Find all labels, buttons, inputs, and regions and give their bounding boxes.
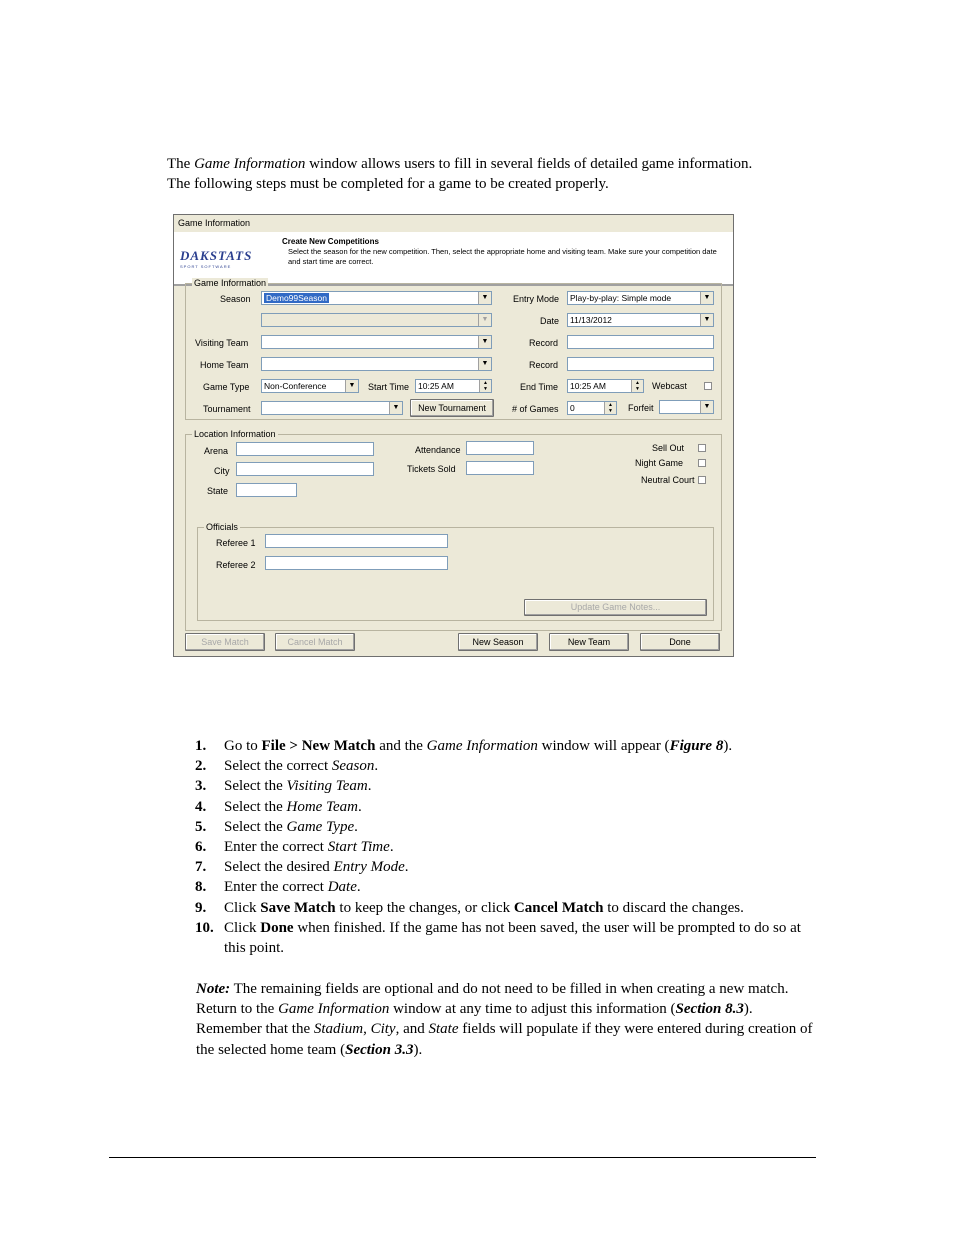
home-record-label: Record — [529, 360, 559, 370]
end-time-field[interactable]: 10:25 AM ▲ ▼ — [567, 379, 644, 393]
neutral-court-label: Neutral Court — [641, 475, 695, 485]
referee1-field[interactable] — [265, 534, 448, 548]
num-games-label: # of Games — [512, 404, 559, 414]
tournament-combo[interactable] — [261, 401, 403, 415]
forfeit-label: Forfeit — [628, 403, 654, 413]
home-team-label: Home Team — [200, 360, 249, 370]
forfeit-combo[interactable] — [659, 400, 714, 414]
step-item: 4. Select the Home Team. — [195, 798, 362, 815]
group-label: Officials — [206, 522, 238, 532]
season-subcombo — [261, 313, 492, 327]
referee2-label: Referee 2 — [216, 560, 256, 570]
spinner-icon[interactable]: ▲ ▼ — [631, 380, 643, 392]
chevron-down-icon[interactable]: ▼ — [389, 402, 402, 414]
webcast-label: Webcast — [652, 381, 687, 391]
new-team-button[interactable]: New Team — [549, 633, 629, 651]
spinner-icon[interactable]: ▲ ▼ — [604, 402, 616, 414]
visiting-record-label: Record — [529, 338, 559, 348]
chevron-down-icon: ▼ — [478, 314, 491, 326]
sell-out-checkbox[interactable] — [698, 444, 706, 452]
cancel-match-button[interactable]: Cancel Match — [275, 633, 355, 651]
spinner-icon[interactable]: ▲ ▼ — [479, 380, 491, 392]
step-item: 9. Click Save Match to keep the changes, or click Cancel Match to discard the changes. — [195, 899, 744, 916]
tickets-sold-field[interactable] — [466, 461, 534, 475]
state-field[interactable] — [236, 483, 297, 497]
save-match-button[interactable]: Save Match — [185, 633, 265, 651]
game-type-label: Game Type — [203, 382, 250, 392]
chevron-down-icon[interactable]: ▼ — [345, 380, 358, 392]
visiting-record-field[interactable] — [567, 335, 714, 349]
note-label: Note: — [196, 981, 231, 997]
city-field[interactable] — [236, 462, 374, 476]
start-time-field[interactable]: 10:25 AM ▲ ▼ — [415, 379, 492, 393]
city-label: City — [214, 466, 230, 476]
chevron-down-icon[interactable]: ▼ — [478, 358, 491, 370]
window-title: Game Information — [174, 215, 733, 233]
entry-mode-combo[interactable]: Play-by-play: Simple mode ▼ — [567, 291, 714, 305]
step-item: 3. Select the Visiting Team. — [195, 778, 372, 795]
attendance-label: Attendance — [415, 445, 461, 455]
dakstats-logo — [180, 246, 272, 272]
step-item: 7. Select the desired Entry Mode. — [195, 859, 409, 876]
neutral-court-checkbox[interactable] — [698, 476, 706, 484]
night-game-label: Night Game — [635, 458, 684, 468]
note-paragraph: Note: The remaining fields are optional and do not need to be filled in when creating a new match. Return to the Game Information window at any time to adjust this information (Section 8.3). Remember that the Stadium, City, and State fields will populate if they were entered during creation of the selected home team (Section 3.3). — [196, 981, 813, 1058]
logo-main: DAKSTATS — [180, 248, 253, 263]
update-game-notes-button[interactable]: Update Game Notes... — [524, 599, 707, 616]
date-label: Date — [540, 316, 560, 326]
end-time-label: End Time — [520, 382, 559, 392]
home-record-field[interactable] — [567, 357, 714, 371]
step-item: 6. Enter the correct Start Time. — [195, 839, 394, 856]
season-combo[interactable]: Demo99Season ▼ — [261, 291, 492, 305]
home-team-combo[interactable] — [261, 357, 492, 371]
game-type-combo[interactable]: Non-Conference ▼ — [261, 379, 359, 393]
chevron-down-icon[interactable]: ▼ — [700, 314, 713, 326]
date-combo[interactable]: 11/13/2012 ▼ — [567, 313, 714, 327]
night-game-checkbox[interactable] — [698, 459, 706, 467]
num-games-field[interactable]: 0 ▲ ▼ — [567, 401, 617, 415]
arena-field[interactable] — [236, 442, 374, 456]
banner-title: Create New Competitions — [282, 237, 379, 246]
step-item: 10. Click Done when finished. If the game has not been saved, the user will be prompted to do so at this point. — [195, 919, 801, 957]
season-label: Season — [220, 294, 251, 304]
arena-label: Arena — [204, 446, 229, 456]
sell-out-label: Sell Out — [652, 443, 685, 453]
attendance-field[interactable] — [466, 441, 534, 455]
steps-list — [195, 736, 825, 958]
intro-line-1: The Game Information window allows users to fill in several fields of detailed game information. — [167, 156, 753, 172]
step-item: 2. Select the correct Season. — [195, 758, 379, 775]
referee2-field[interactable] — [265, 556, 448, 570]
webcast-checkbox[interactable] — [704, 382, 712, 390]
chevron-down-icon[interactable]: ▼ — [478, 292, 491, 304]
done-button[interactable]: Done — [640, 633, 720, 651]
group-label: Location Information — [194, 429, 276, 439]
visiting-team-combo[interactable] — [261, 335, 492, 349]
game-information-window — [173, 214, 734, 657]
banner-text: Select the season for the new competition. Then, select the appropriate home and visiting team. Make sure your competition date and start time are correct. — [288, 247, 717, 266]
referee1-label: Referee 1 — [216, 538, 256, 548]
step-item: 1. Go to File > New Match and the Game Information window will appear (Figure 8). — [195, 738, 733, 754]
new-season-button[interactable]: New Season — [458, 633, 538, 651]
intro-paragraph — [167, 154, 837, 194]
start-time-label: Start Time — [368, 382, 410, 392]
chevron-down-icon[interactable]: ▼ — [700, 292, 713, 304]
footer-rule — [109, 1157, 816, 1158]
entry-mode-label: Entry Mode — [513, 294, 560, 304]
chevron-down-icon[interactable]: ▼ — [700, 401, 713, 413]
intro-em: Game Information — [194, 156, 306, 172]
step-item: 5. Select the Game Type. — [195, 818, 358, 835]
chevron-down-icon[interactable]: ▼ — [478, 336, 491, 348]
visiting-team-label: Visiting Team — [195, 338, 249, 348]
logo-sub: SPORT SOFTWARE — [180, 264, 232, 269]
intro-line-2: The following steps must be completed for a game to be created properly. — [167, 176, 609, 192]
tournament-label: Tournament — [203, 404, 251, 414]
new-tournament-button[interactable]: New Tournament — [410, 399, 494, 417]
step-item: 8. Enter the correct Date. — [195, 879, 361, 896]
tickets-sold-label: Tickets Sold — [407, 464, 456, 474]
state-label: State — [207, 486, 229, 496]
group-label: Game Information — [194, 278, 267, 288]
